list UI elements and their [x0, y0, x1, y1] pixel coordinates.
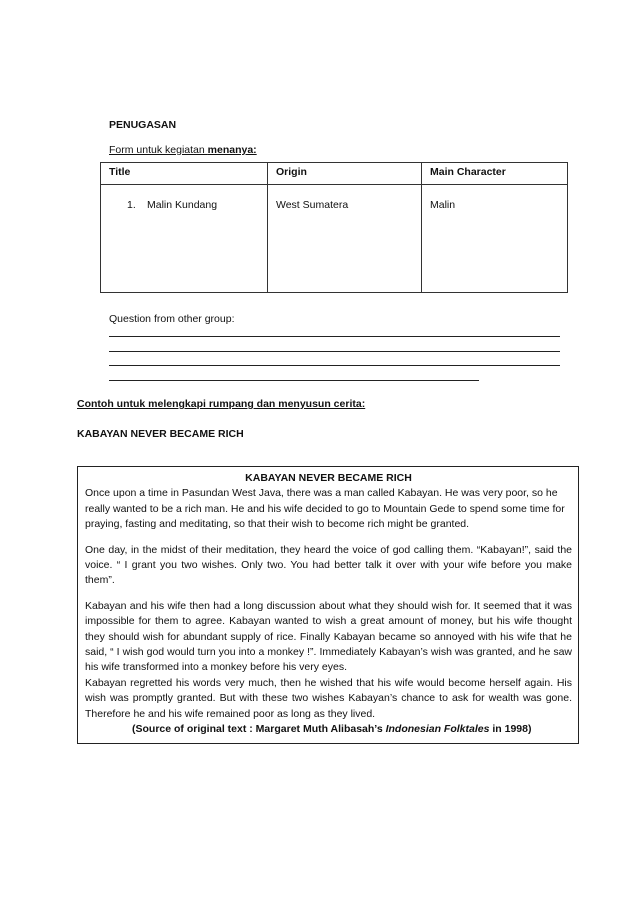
story-box: [77, 466, 579, 744]
cell-title: [101, 185, 268, 293]
story-title: KABAYAN NEVER BECAME RICH: [245, 472, 412, 484]
header-origin: Origin: [268, 163, 422, 185]
source-book: Indonesian Folktales: [385, 723, 490, 736]
story-paragraph-3: Kabayan and his wife then had a long discussion about what they should wish for. It seemed that it was impossible for them to agree. Kabayan wanted to wish a great amount of money, but his wife thought they should wish for abundant supply of rice. Finally Kabayan became so annoyed with his wife that he said, “ I wish god would turn you into a monkey !”. Immediately Kabayan’s wish was granted, and he saw his wife transformed into a monkey before his very eyes.: [85, 599, 572, 674]
folktale-table: [100, 162, 568, 293]
answer-line[interactable]: [109, 380, 479, 381]
table-row: [101, 185, 568, 293]
story-heading: KABAYAN NEVER BECAME RICH: [77, 428, 244, 440]
table-header-row: [101, 163, 568, 185]
source-prefix: (Source of original text : Margaret Muth Alibasah’s: [132, 723, 386, 736]
row-number: 1.: [127, 199, 136, 211]
form-title-prefix: Form untuk kegiatan: [109, 144, 208, 156]
answer-line[interactable]: [109, 336, 560, 337]
assignment-heading: PENUGASAN: [109, 119, 177, 131]
example-title: Contoh untuk melengkapi rumpang dan menyusun cerita:: [77, 398, 366, 410]
question-label: Question from other group:: [109, 313, 235, 325]
form-title-emphasis: menanya:: [207, 144, 257, 156]
story-paragraph-1: Once upon a time in Pasundan West Java, there was a man called Kabayan. He was very poor, so he really wanted to be a rich man. He and his wife decided to go to Mountain Gede to spend some time for praying, fasting and meditating, so that their wish to become rich might be granted.: [85, 487, 565, 531]
cell-origin: West Sumatera: [268, 185, 422, 293]
source-citation: [132, 722, 572, 737]
story-paragraph-4: Kabayan regretted his words very much, then he wished that his wife would become herself again. His wish was promptly granted. But with these two wishes Kabayan’s chance to ask for wealth was gone. Therefore he and his wife remained poor as long as they lived.: [85, 676, 572, 720]
cell-main-character: Malin: [422, 185, 568, 293]
answer-line[interactable]: [109, 351, 560, 352]
header-main-character: Main Character: [422, 163, 568, 185]
title-value: Malin Kundang: [147, 199, 218, 211]
story-paragraph-2: One day, in the midst of their meditation, they heard the voice of god calling them. “Kabayan!”, said the voice. “ I grant you two wishes. Only two. You had better talk it over with your wife before you make them”.: [85, 543, 572, 587]
form-title: [109, 144, 257, 156]
header-title: Title: [101, 163, 268, 185]
answer-line[interactable]: [109, 365, 560, 366]
source-suffix: in 1998): [489, 723, 532, 736]
